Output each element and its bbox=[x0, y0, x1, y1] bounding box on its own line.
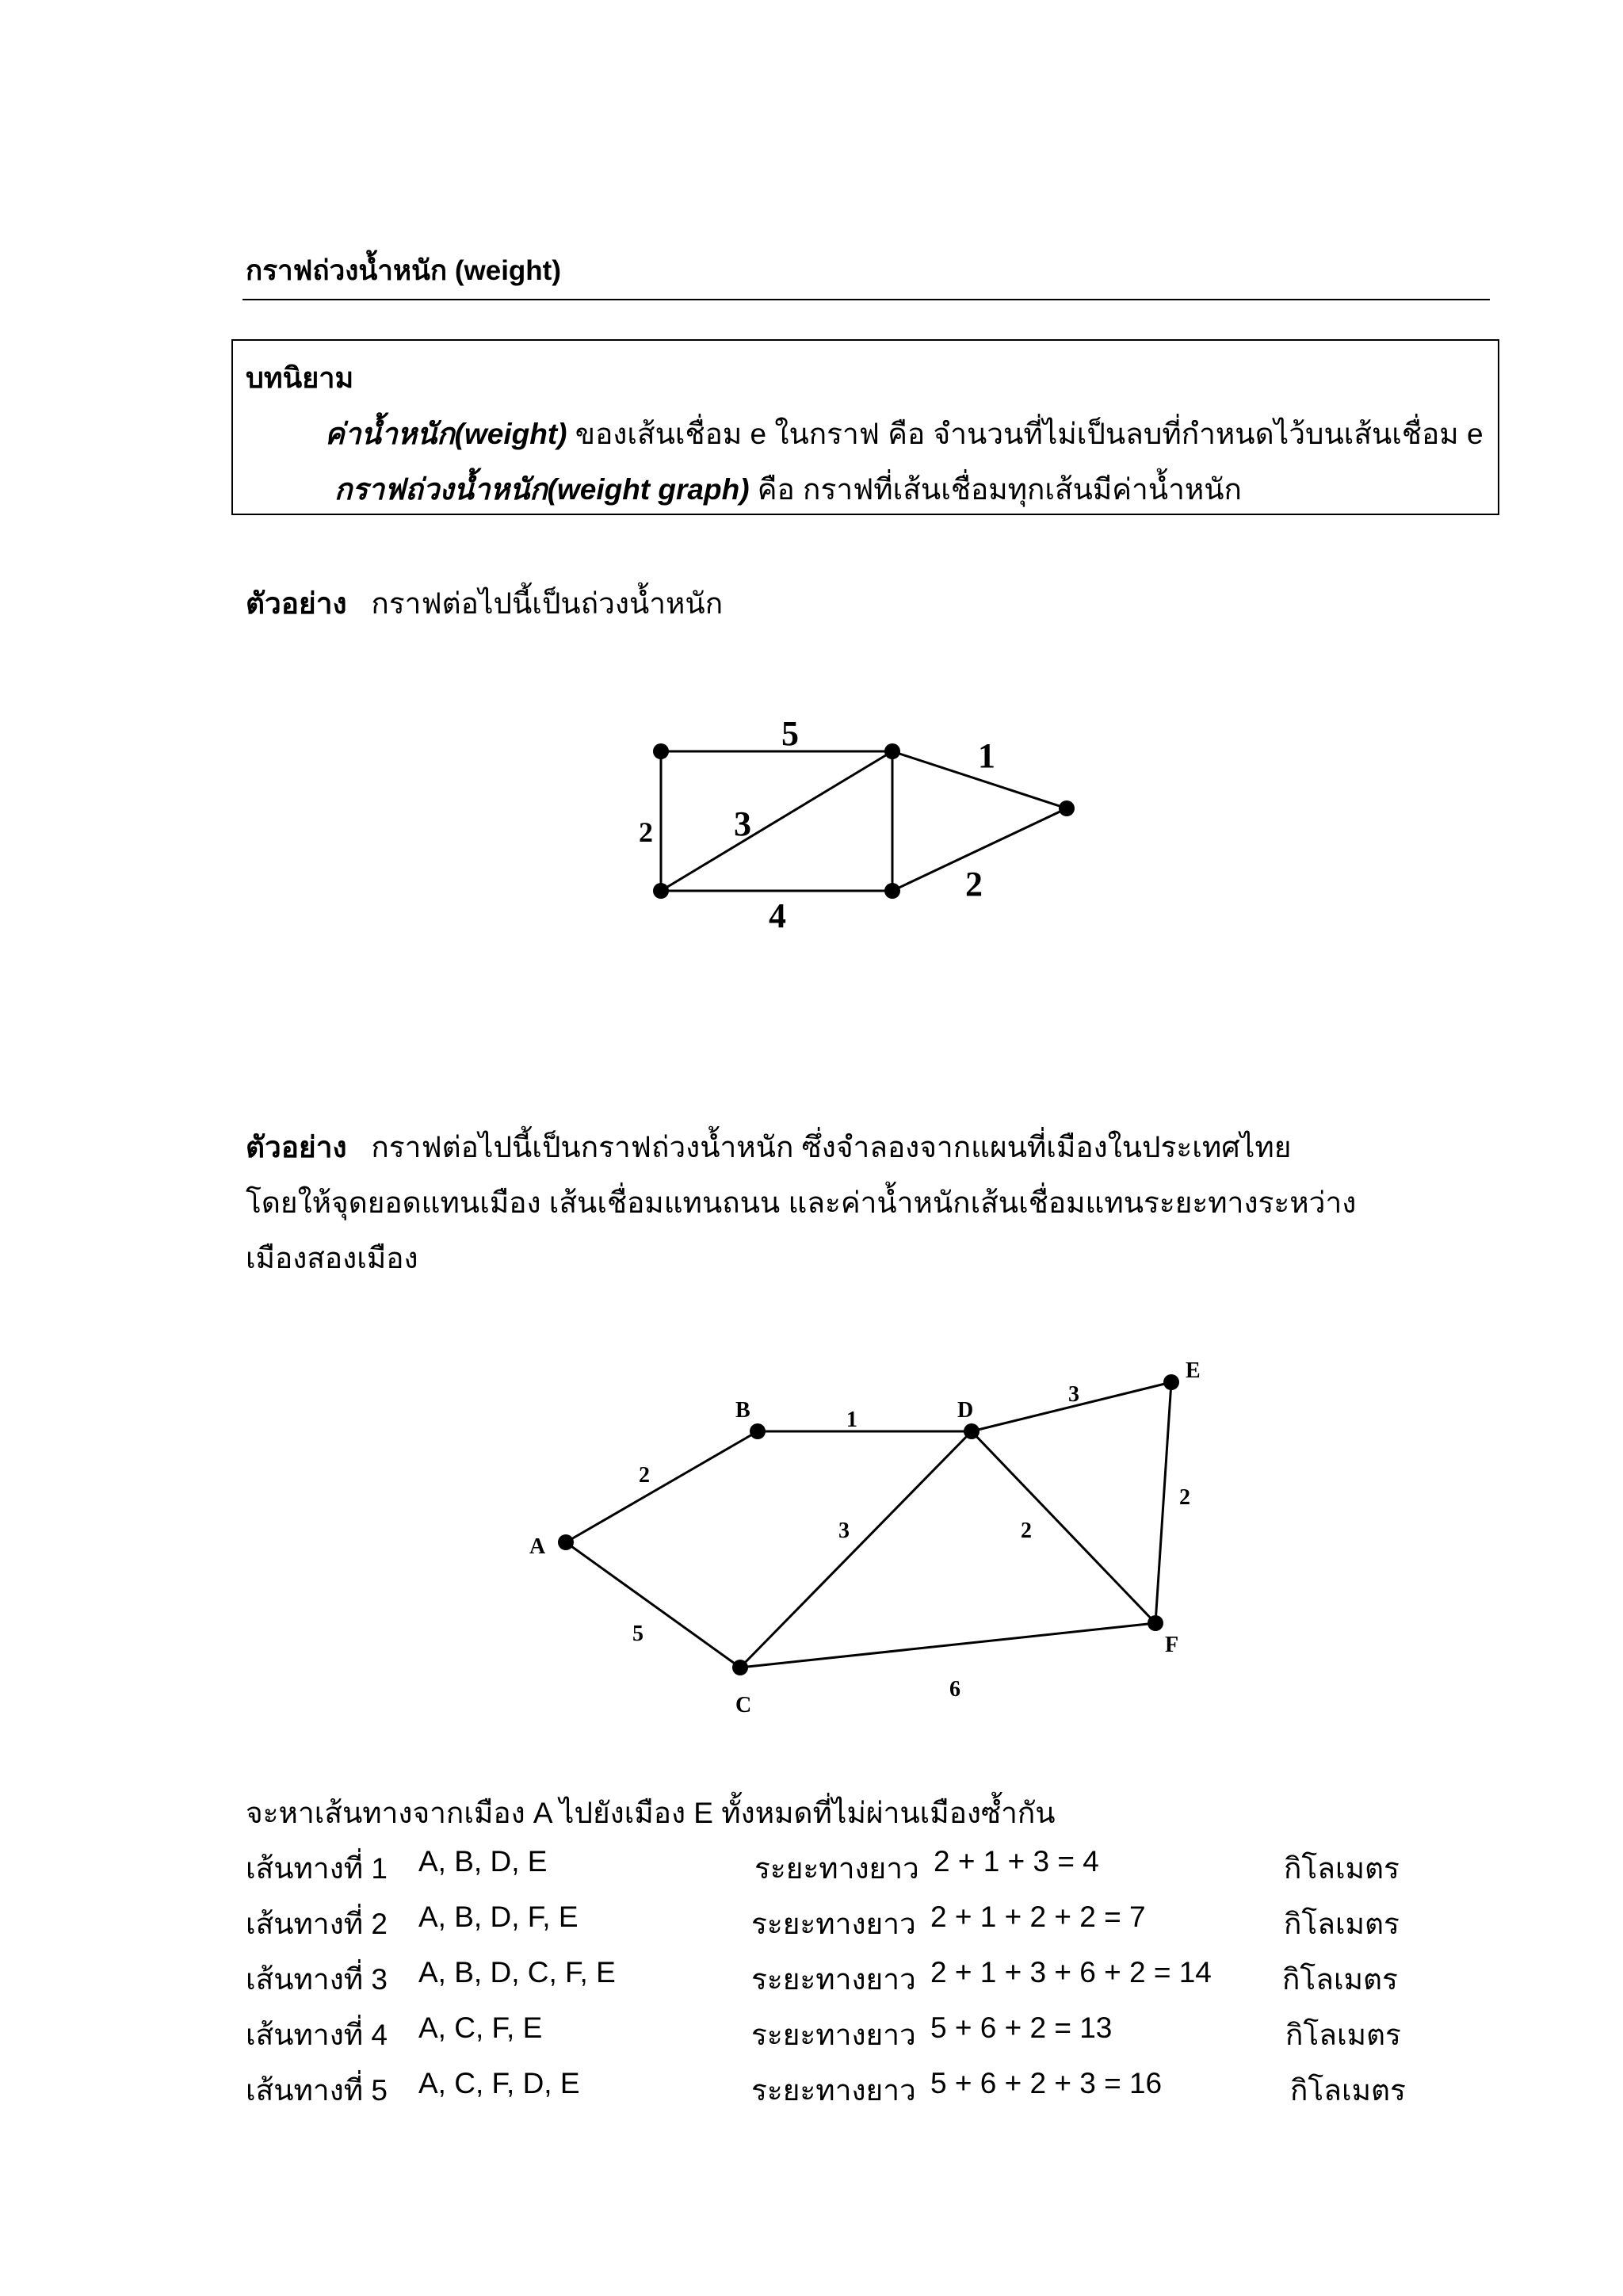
route-path: A, C, F, E bbox=[418, 2011, 543, 2044]
definition-term-weight: ค่าน้ำหนัก(weight) bbox=[325, 418, 567, 450]
vertex-d bbox=[964, 1423, 980, 1439]
ex1-weight-label: 3 bbox=[734, 804, 751, 843]
example2-label: ตัวอย่าง bbox=[246, 1131, 347, 1163]
example2-line-2: โดยให้จุดยอดแทนเมือง เส้นเชื่อมแทนถนน และค่าน้ำหนักเส้นเชื่อมแทนระยะทางระหว่าง bbox=[246, 1186, 1357, 1219]
ex1-weight-label: 4 bbox=[769, 896, 786, 935]
route-distance-label: ระยะทางยาว bbox=[751, 1908, 916, 1940]
route-label: เส้นทางที่ 1 bbox=[246, 1852, 388, 1885]
vertex-e bbox=[1163, 1374, 1179, 1390]
route-distance-label: ระยะทางยาว bbox=[751, 2019, 916, 2051]
route-distance-label: ระยะทางยาว bbox=[751, 1963, 916, 1996]
weight-e-f: 2 bbox=[1179, 1485, 1190, 1510]
weight-b-d: 1 bbox=[846, 1408, 857, 1432]
route-path: A, B, D, F, E bbox=[418, 1901, 579, 1933]
edge-a-c bbox=[566, 1542, 740, 1668]
example1-label: ตัวอย่าง bbox=[246, 587, 347, 620]
section-title: กราฟถ่วงน้ำหนัก (weight) bbox=[246, 255, 561, 286]
route-unit: กิโลเมตร bbox=[1285, 2019, 1401, 2051]
weight-c-f: 6 bbox=[949, 1677, 960, 1702]
route-unit: กิโลเมตร bbox=[1290, 2074, 1406, 2107]
ex1-weight-label: 5 bbox=[781, 714, 799, 753]
edge-e-f bbox=[1155, 1382, 1171, 1623]
vertex-label-d: D bbox=[957, 1398, 974, 1423]
route-path: A, B, D, C, F, E bbox=[418, 1956, 616, 1988]
route-unit: กิโลเมตร bbox=[1284, 1908, 1400, 1940]
route-calculation: 5 + 6 + 2 + 3 = 16 bbox=[930, 2067, 1163, 2099]
ex1-weight-label: 2 bbox=[639, 816, 653, 848]
vertex-f bbox=[1148, 1615, 1163, 1631]
vertex-label-a: A bbox=[529, 1534, 546, 1559]
weight-d-e: 3 bbox=[1068, 1382, 1079, 1407]
vertex-label-b: B bbox=[735, 1398, 750, 1423]
routes-intro: จะหาเส้นทางจากเมือง A ไปยังเมือง E ทั้งหมดที่ไม่ผ่านเมืองซ้ำกัน bbox=[246, 1797, 1056, 1829]
vertex-label-c: C bbox=[735, 1693, 752, 1717]
route-distance-label: ระยะทางยาว bbox=[754, 1852, 919, 1885]
definition-term-weight-graph: กราฟถ่วงน้ำหนัก(weight graph) bbox=[334, 473, 750, 506]
vertex-label-f: F bbox=[1165, 1633, 1179, 1657]
weight-d-c: 3 bbox=[838, 1519, 850, 1543]
weight-d-f: 2 bbox=[1021, 1519, 1032, 1543]
ex1-weight-label: 2 bbox=[965, 865, 983, 904]
route-unit: กิโลเมตร bbox=[1284, 1852, 1400, 1885]
example2-line-3: เมืองสองเมือง bbox=[246, 1242, 418, 1274]
weight-a-b: 2 bbox=[639, 1463, 650, 1488]
ex1-weight-label: 1 bbox=[978, 736, 995, 775]
example2-text-1: กราฟต่อไปนี้เป็นกราฟถ่วงน้ำหนัก ซึ่งจำลองจากแผนที่เมืองในประเทศไทย bbox=[371, 1131, 1292, 1163]
vertex-label-e: E bbox=[1186, 1358, 1201, 1383]
route-calculation: 2 + 1 + 2 + 2 = 7 bbox=[930, 1901, 1146, 1933]
edge-a-b bbox=[566, 1431, 758, 1542]
edge-c-f bbox=[740, 1623, 1155, 1668]
route-calculation: 2 + 1 + 3 = 4 bbox=[934, 1845, 1099, 1878]
route-label: เส้นทางที่ 3 bbox=[246, 1963, 388, 1996]
route-distance-label: ระยะทางยาว bbox=[751, 2074, 916, 2107]
vertex-b bbox=[750, 1423, 766, 1439]
vertex-c bbox=[732, 1660, 748, 1675]
route-calculation: 5 + 6 + 2 = 13 bbox=[930, 2011, 1113, 2044]
vertex-a bbox=[558, 1534, 574, 1550]
definition-text-weight-graph: คือ กราฟที่เส้นเชื่อมทุกเส้นมีค่าน้ำหนัก bbox=[749, 473, 1242, 506]
route-path: A, C, F, D, E bbox=[418, 2067, 580, 2099]
edge-d-c bbox=[740, 1431, 972, 1668]
example1-text: กราฟต่อไปนี้เป็นถ่วงน้ำหนัก bbox=[371, 587, 724, 620]
route-label: เส้นทางที่ 4 bbox=[246, 2019, 388, 2051]
route-calculation: 2 + 1 + 3 + 6 + 2 = 14 bbox=[930, 1956, 1212, 1988]
route-unit: กิโลเมตร bbox=[1282, 1963, 1398, 1996]
weight-a-c: 5 bbox=[632, 1622, 643, 1646]
route-label: เส้นทางที่ 2 bbox=[246, 1908, 388, 1940]
definition-text-weight: ของเส้นเชื่อม e ในกราฟ คือ จำนวนที่ไม่เป็นลบที่กำหนดไว้บนเส้นเชื่อม e bbox=[567, 418, 1484, 450]
route-label: เส้นทางที่ 5 bbox=[246, 2074, 388, 2107]
definition-heading: บทนิยาม bbox=[246, 361, 354, 394]
edge-d-f bbox=[972, 1431, 1155, 1623]
route-path: A, B, D, E bbox=[418, 1845, 548, 1878]
